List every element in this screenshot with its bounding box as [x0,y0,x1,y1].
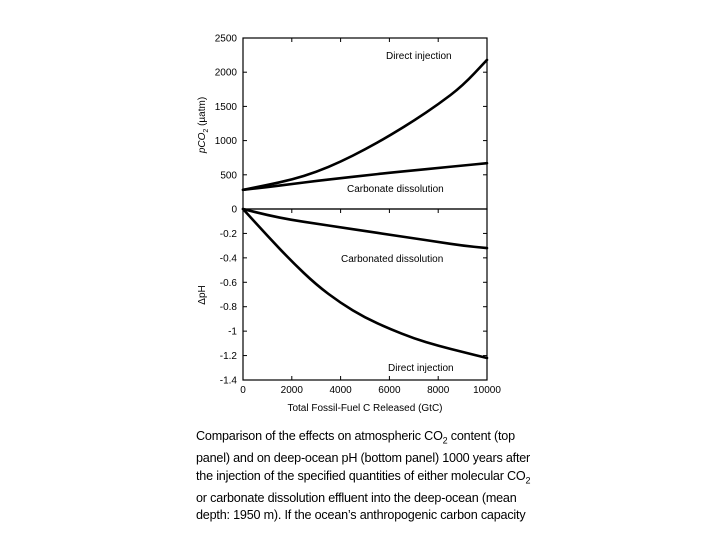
annotation-bottom-direct-injection: Direct injection [388,363,454,374]
bottom-y-tick-label: 0 [231,204,237,216]
bottom-panel-frame [243,209,487,380]
x-tick-label: 0 [240,385,246,396]
caption-line-5: depth: 1950 m). If the ocean’s anthropogenic carbon capacity [196,508,526,523]
bottom-y-tick-label: -0.6 [219,277,237,289]
figure-caption [196,428,541,525]
annotation-bottom-carbonated-dissolution: Carbonated dissolution [341,254,444,265]
bottom-y-tick-label: -1.4 [219,375,237,387]
bottom-y-axis-label: ΔpH [197,285,208,305]
annotation-top-direct-injection: Direct injection [386,51,452,62]
caption-line-1: Comparison of the effects on atmospheric $CO_2$ content (top [196,429,515,446]
caption-line-3: the injection of the specified quantities of either molecular $CO_2$ [196,468,531,486]
x-tick-label: 8000 [427,385,450,396]
top-y-tick-label: 1000 [214,136,237,148]
bottom-y-tick-label: -1 [228,326,237,338]
x-tick-label: 6000 [378,385,401,396]
bottom-y-tick-label: -0.8 [219,302,237,314]
top-y-tick-label: 2000 [214,67,237,79]
x-tick-label: 2000 [280,385,303,396]
top-series-direct-injection [243,60,487,190]
annotation-top-carbonate-dissolution: Carbonate dissolution [347,184,444,195]
caption-line-4: or carbonate dissolution effluent into the deep-ocean (mean [196,490,517,505]
x-axis-label: Total Fossil-Fuel C Released (GtC) [287,403,443,414]
top-y-tick-label: 1500 [214,101,237,113]
x-tick-label: 4000 [329,385,352,396]
top-y-tick-label: 2500 [214,33,237,45]
x-tick-label: 10000 [473,385,501,396]
bottom-y-tick-label: -1.2 [219,351,237,363]
bottom-y-tick-label: -0.2 [219,228,237,240]
caption-line-2: panel) and on deep-ocean pH (bottom panel) 1000 years after [196,451,531,466]
bottom-series-carbonated-dissolution [243,209,487,248]
bottom-y-tick-label: -0.4 [219,253,237,265]
bottom-ticks [220,205,502,397]
top-y-axis-label: pCO$_2$ (µatm) [197,96,210,154]
top-y-tick-label: 500 [220,170,237,182]
